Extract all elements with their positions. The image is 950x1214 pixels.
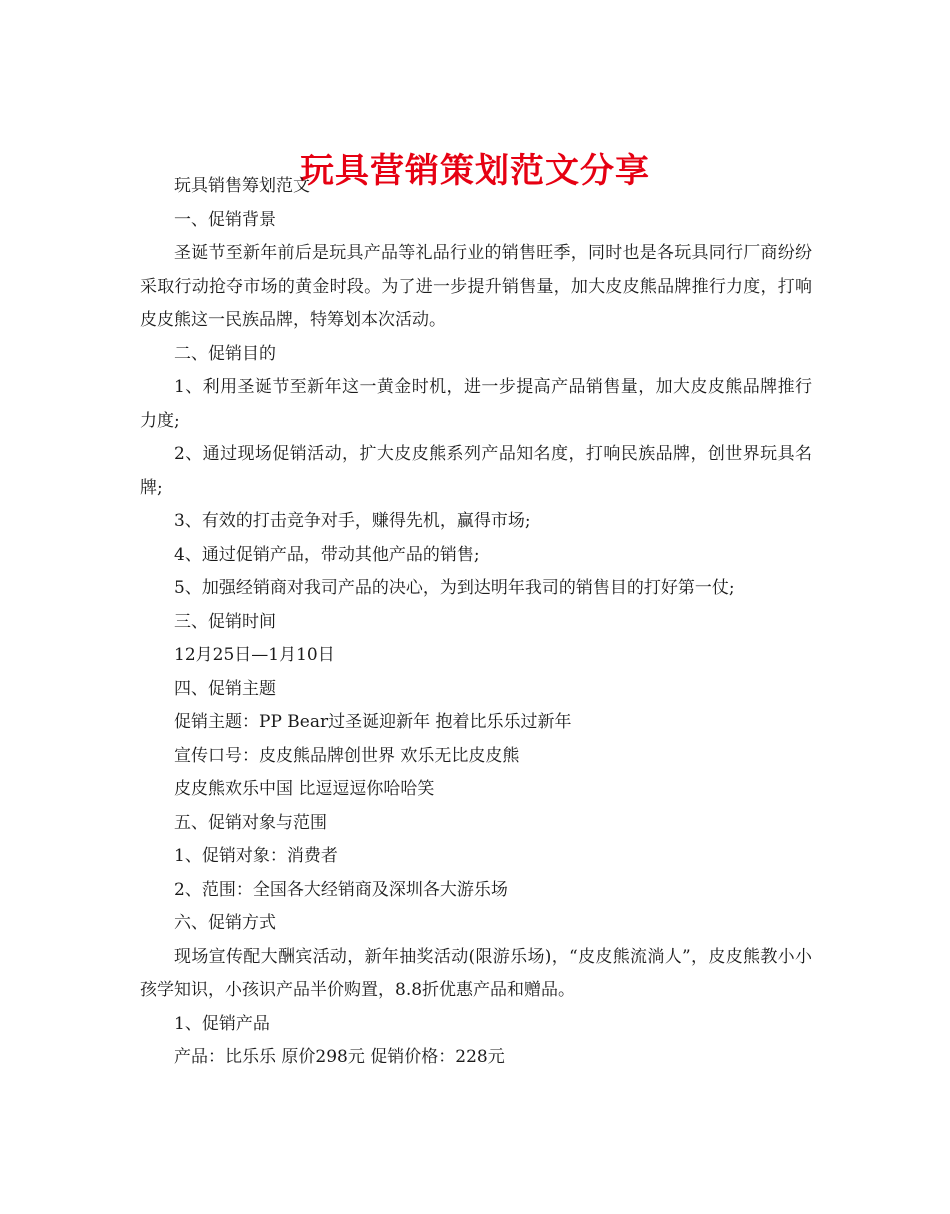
paragraph-product-price: 产品：比乐乐 原价298元 促销价格：228元	[174, 1047, 505, 1067]
section-heading-method: 六、促销方式	[174, 913, 276, 933]
section-heading-target: 五、促销对象与范围	[174, 812, 327, 833]
document-title: 玩具营销策划范文分享	[300, 150, 650, 191]
paragraph-purpose-2: 2、通过现场促销活动，扩大皮皮熊系列产品知名度，打响民族品牌，创世界玩具名牌;	[140, 444, 812, 498]
paragraph-purpose-4: 4、通过促销产品，带动其他产品的销售;	[174, 544, 480, 565]
paragraph-slogan-1: 宣传口号：皮皮熊品牌创世界 欢乐无比皮皮熊	[174, 745, 520, 766]
paragraph-method: 现场宣传配大酬宾活动，新年抽奖活动(限游乐场)，“皮皮熊流淌人”，皮皮熊教小小孩学知识，小孩识产品半价购置，8.8折优惠产品和赠品。	[140, 946, 812, 1000]
paragraph-target-1: 1、促销对象：消费者	[174, 846, 338, 866]
document-body	[140, 170, 812, 1075]
section-heading-background: 一、促销背景	[174, 209, 276, 230]
paragraph-purpose-5: 5、加强经销商对我司产品的决心，为到达明年我司的销售目的打好第一仗;	[174, 578, 735, 598]
paragraph-purpose-1: 1、利用圣诞节至新年这一黄金时机，进一步提高产品销售量，加大皮皮熊品牌推行力度;	[140, 377, 812, 431]
paragraph-target-2: 2、范围：全国各大经销商及深圳各大游乐场	[174, 879, 508, 900]
section-heading-theme: 四、促销主题	[174, 678, 276, 699]
paragraph-product-heading: 1、促销产品	[174, 1013, 270, 1034]
paragraph-time: 12月25日—1月10日	[174, 645, 335, 665]
paragraph-purpose-3: 3、有效的打击竞争对手，赚得先机，赢得市场;	[174, 511, 531, 531]
paragraph-slogan-2: 皮皮熊欢乐中国 比逗逗逗你哈哈笑	[174, 779, 435, 799]
paragraph-theme: 促销主题：PP Bear过圣诞迎新年 抱着比乐乐过新年	[174, 712, 572, 732]
paragraph-background: 圣诞节至新年前后是玩具产品等礼品行业的销售旺季，同时也是各玩具同行厂商纷纷采取行动抢夺市场的黄金时段。为了进一步提升销售量，加大皮皮熊品牌推行力度，打响皮皮熊这一民族品牌，特筹划本次活动。	[140, 243, 812, 330]
section-heading-time: 三、促销时间	[174, 611, 276, 632]
paragraph-subtitle: 玩具销售筹划范文	[174, 176, 310, 196]
section-heading-purpose: 二、促销目的	[174, 343, 276, 364]
